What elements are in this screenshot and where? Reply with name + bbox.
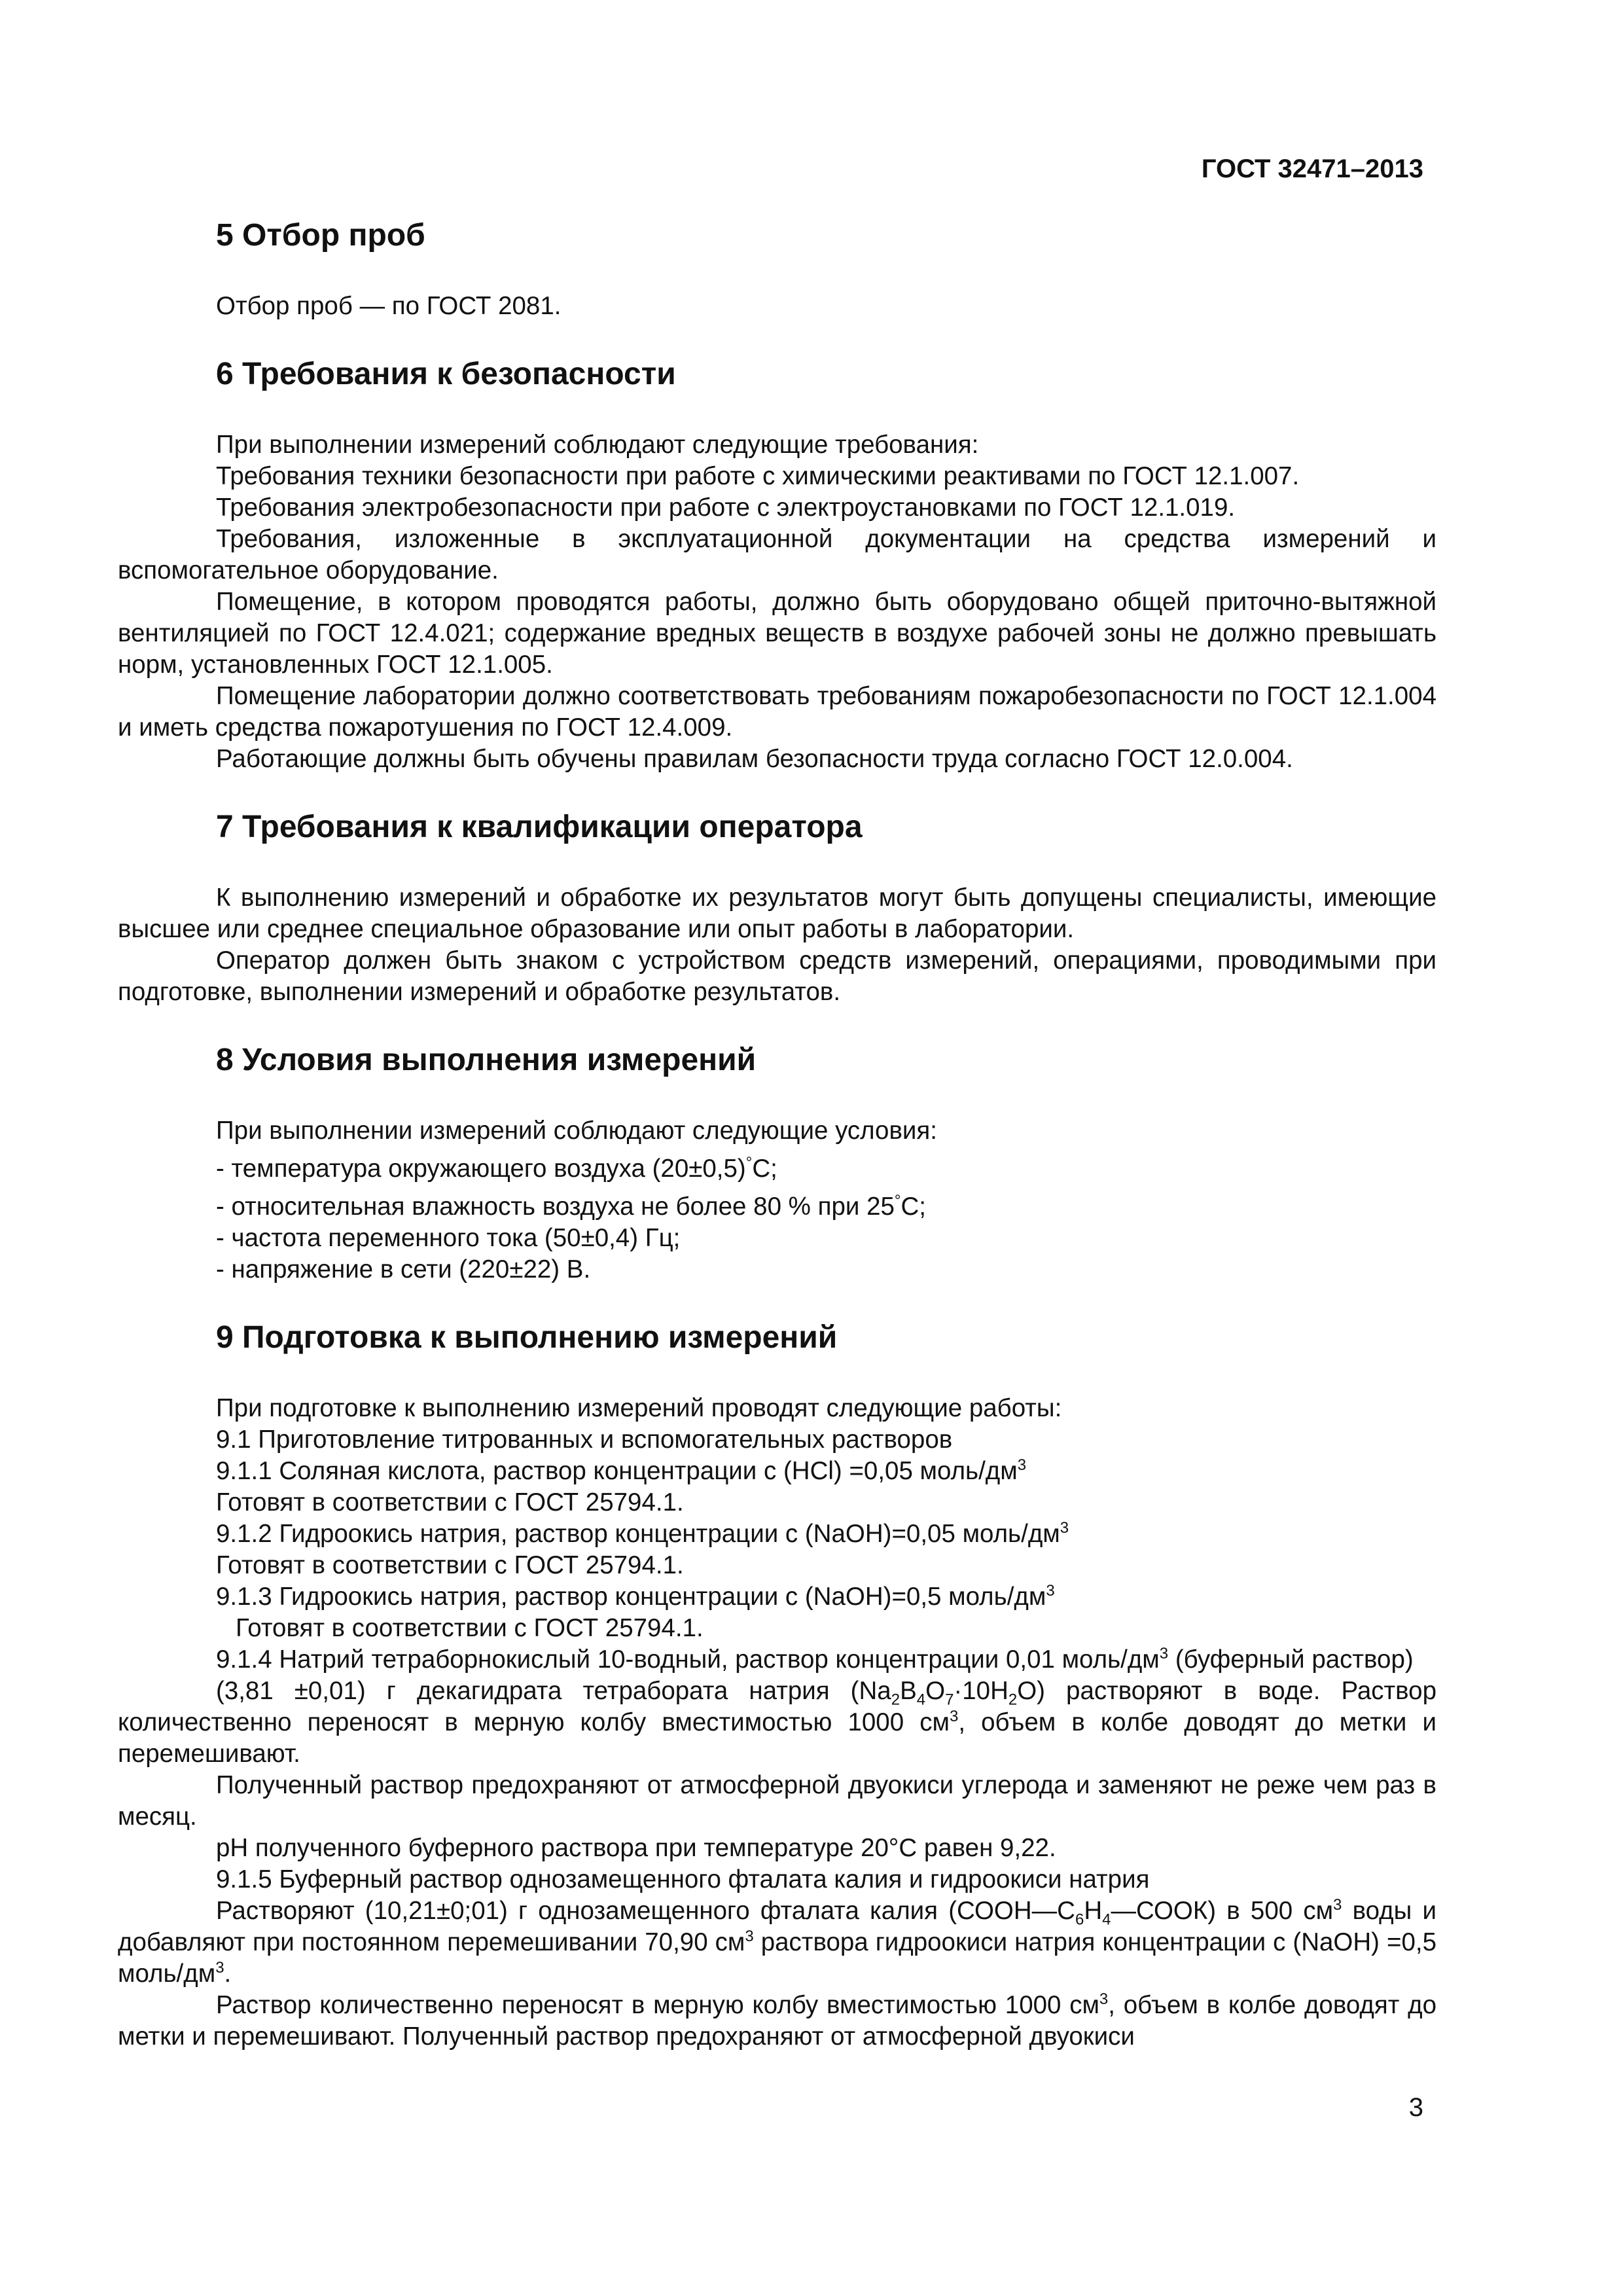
section-9-paragraph: 9.1.3 Гидроокись натрия, раствор концентрации с (NaOH)=0,5 моль/$дм^3$ — [216, 1582, 1055, 1611]
section-9-paragraph: Полученный раствор предохраняют от атмосферной двуокиси углерода и заменяют не реже чем раз в месяц. — [118, 1771, 1436, 1831]
condition-item: - относительная влажность воздуха не более 80 % при 25°С; — [216, 1192, 926, 1221]
section-9-paragraph: 9.1 Приготовление титрованных и вспомогательных растворов — [216, 1426, 953, 1454]
section-9-paragraph: Готовят в соответствии с ГОСТ 25794.1. — [236, 1614, 704, 1642]
section-9-paragraph: 9.1.5 Буферный раствор однозамещенного фталата калия и гидроокиси натрия — [216, 1865, 1150, 1893]
section-8-title: 8 Условия выполнения измерений — [216, 1043, 757, 1077]
section-6-paragraph: При выполнении измерений соблюдают следующие требования: — [216, 431, 979, 459]
condition-item: - напряжение в сети (220±22) В. — [216, 1255, 591, 1283]
page-number: 3 — [1408, 2093, 1423, 2122]
section-9-paragraph: рН полученного буферного раствора при температуре 20°С равен 9,22. — [216, 1834, 1056, 1862]
section-9-paragraph: (3,81 ±0,01) г декагидрата тетрабората натрия $(Na_2B_4O_7\cdot 10H_2O)$ растворяют в воде. Раствор количественно переносят в мерную колбу вместимостью 1000 $см^3$, объем в колбе доводят до метки и перемешивают. — [118, 1677, 1437, 1768]
section-6-paragraph: Помещение, в котором проводятся работы, должно быть оборудовано общей приточно-вытяжной вентиляцией по ГОСТ 12.4.021; содержание вредных веществ в воздухе рабочей зоны не должно превышать норм, установленных ГОСТ 12.1.005. — [118, 588, 1436, 679]
section-9-paragraph: 9.1.4 Натрий тетраборнокислый 10-водный, раствор концентрации 0,01 моль/$дм^3$ (буферный раствор) — [216, 1645, 1414, 1674]
section-6-paragraph: Требования, изложенные в эксплуатационной документации на средства измерений и вспомогательное оборудование. — [118, 525, 1436, 584]
section-5-paragraph: Отбор проб — по ГОСТ 2081. — [216, 292, 562, 320]
section-6-paragraph: Работающие должны быть обучены правилам безопасности труда согласно ГОСТ 12.0.004. — [216, 745, 1293, 773]
section-9-paragraph: Готовят в соответствии с ГОСТ 25794.1. — [216, 1488, 684, 1516]
section-9-paragraph: 9.1.2 Гидроокись натрия, раствор концентрации с (NaOH)=0,05 моль/$дм^3$ — [216, 1519, 1069, 1548]
section-9-paragraph: Раствор количественно переносят в мерную колбу вместимостью 1000 $см^3$, объем в колбе доводят до метки и перемешивают. Полученный раствор предохраняют от атмосферной двуокиси — [118, 1990, 1436, 2051]
section-6-paragraph: Требования электробезопасности при работе с электроустановками по ГОСТ 12.1.019. — [216, 493, 1236, 522]
condition-item: - частота переменного тока (50±0,4) Гц; — [216, 1224, 681, 1252]
section-9-paragraph: При подготовке к выполнению измерений проводят следующие работы: — [216, 1394, 1062, 1422]
section-9-paragraph: Растворяют (10,21±0;01) г однозамещенного фталата калия $(СООН—С_6Н_4—СООК)$ в 500 $см^3$ воды и добавляют при постоянном перемешивании 70,90 $см^3$ раствора гидроокиси натрия концентрации с (NaOH) =0,5 моль/$дм^3$. — [118, 1896, 1437, 1988]
section-6-paragraph: Помещение лаборатории должно соответствовать требованиям пожаробезопасности по ГОСТ 12.1.004 и иметь средства пожаротушения по ГОСТ 12.4.009. — [118, 682, 1436, 742]
section-6-paragraph: Требования техники безопасности при работе с химическими реактивами по ГОСТ 12.1.007. — [216, 462, 1300, 490]
section-7-paragraph: К выполнению измерений и обработке их результатов могут быть допущены специалисты, имеющие высшее или среднее специальное образование или опыт работы в лаборатории. — [118, 884, 1436, 943]
section-7-title: 7 Требования к квалификации оператора — [216, 810, 863, 844]
section-8-paragraph: При выполнении измерений соблюдают следующие условия: — [216, 1117, 937, 1145]
section-9-title: 9 Подготовка к выполнению измерений — [216, 1320, 838, 1355]
section-9-paragraph: 9.1.1 Соляная кислота, раствор концентрации с (HCl) =0,05 моль/$дм^3$ — [216, 1456, 1027, 1485]
section-5-title: 5 Отбор проб — [216, 218, 425, 253]
section-6-title: 6 Требования к безопасности — [216, 357, 676, 391]
page-content — [118, 216, 1436, 2053]
section-7-paragraph: Оператор должен быть знаком с устройством средств измерений, операциями, проводимыми при подготовке, выполнении измерений и обработке результатов. — [118, 946, 1436, 1006]
section-9-paragraph: Готовят в соответствии с ГОСТ 25794.1. — [216, 1551, 684, 1579]
document-code-header: ГОСТ 32471–2013 — [1201, 154, 1423, 183]
condition-item: - температура окружающего воздуха (20±0,5)°С; — [216, 1154, 777, 1183]
